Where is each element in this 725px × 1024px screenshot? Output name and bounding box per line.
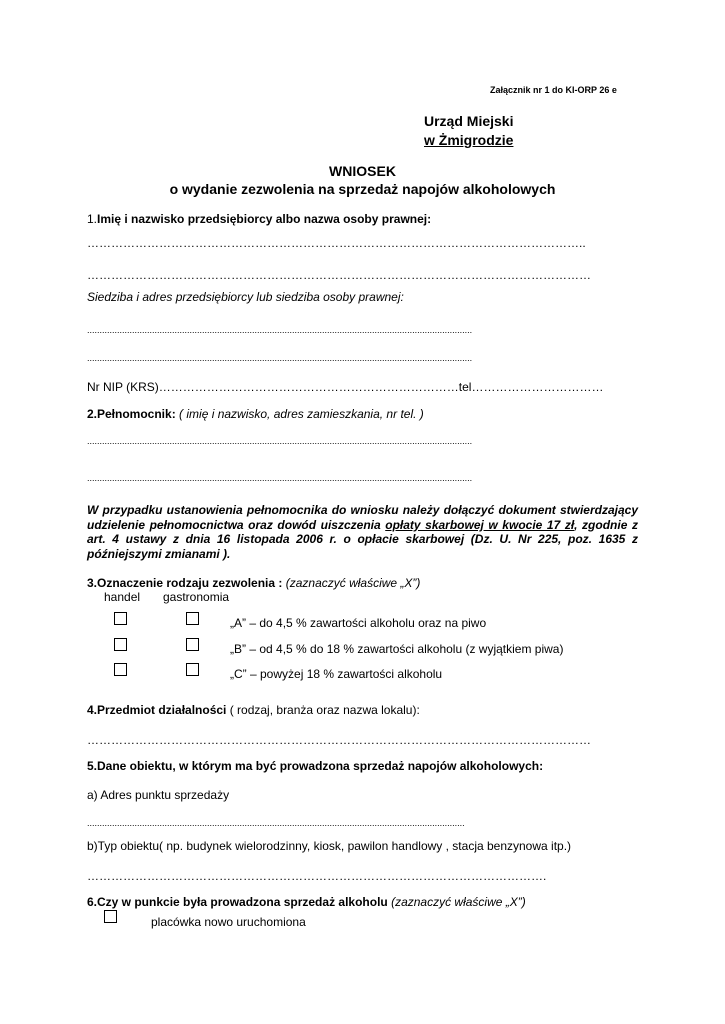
section3-heading	[87, 576, 420, 590]
checkbox-new-outlet[interactable]	[104, 910, 117, 923]
tel-label: tel	[458, 380, 472, 394]
proxy-note-part1: W przypadku ustanowienia pełnomocnika do wniosku należy dołączyć dokument stwierdzający udzielenie pełnomocnictwa oraz dowód uiszczenia	[87, 503, 638, 532]
activity-line[interactable]: ………………………………………………………………………………………………………………	[87, 733, 591, 747]
section3-label: 3.Oznaczenie rodzaju zezwolenia :	[87, 576, 283, 590]
option-c-label: „C” – powyżej 18 % zawartości alkoholu	[230, 667, 443, 681]
option-b-label: „B” – od 4,5 % do 18 % zawartości alkoholu (z wyjątkiem piwa)	[230, 642, 564, 656]
tel-field[interactable]: ……………………………	[471, 380, 604, 394]
address-label: a) Adres punktu sprzedaży	[87, 788, 230, 802]
new-outlet-label: placówka nowo uruchomiona	[151, 915, 306, 929]
nip-row	[87, 380, 603, 394]
section4-hint: ( rodzaj, branża oraz nazwa lokalu):	[226, 703, 420, 717]
section5-heading: 5.Dane obiektu, w którym ma być prowadzona sprzedaż napojów alkoholowych:	[87, 759, 544, 773]
section2-hint: ( imię i nazwisko, adres zamieszkania, nr tel. )	[179, 407, 424, 421]
option-a-label: „A” – do 4,5 % zawartości alkoholu oraz na piwo	[230, 616, 487, 630]
attachment-reference: Załącznik nr 1 do KI-ORP 26 e	[490, 85, 617, 95]
section1-number: 1.	[87, 212, 98, 226]
proxy-note-fee: opłaty skarbowej w kwocie 17 zł	[385, 517, 575, 532]
seat-line-2[interactable]: ..........................................................................................................................................................	[87, 353, 473, 363]
section3-hint: (zaznaczyć właściwe „X”)	[285, 576, 421, 590]
section1-heading	[87, 212, 431, 226]
document-title: WNIOSEK	[329, 163, 396, 179]
object-type-line[interactable]: …………………………………………………………………………………………………….	[87, 869, 547, 883]
nip-label: Nr NIP (KRS)	[87, 380, 159, 394]
seat-line-1[interactable]: ..........................................................................................................................................................	[87, 325, 473, 335]
office-name: Urząd Miejski	[424, 113, 514, 129]
section2-heading	[87, 407, 424, 421]
proxy-line-1[interactable]: ..........................................................................................................................................................	[87, 436, 473, 446]
section4-label: 4.Przedmiot działalności	[87, 703, 227, 717]
section6-hint: (zaznaczyć właściwe „X”)	[387, 895, 526, 909]
document-subtitle: o wydanie zezwolenia na sprzedaż napojów alkoholowych	[169, 181, 556, 197]
proxy-note-part2: , zgodnie z art. 4 ustawy z dnia 16 listopada 2006 r. o opłacie skarbowej (Dz. U. Nr 225, poz. 1635 z późniejszymi zmianami ).	[87, 517, 638, 561]
checkbox-trade-a[interactable]	[114, 612, 127, 625]
checkbox-gastro-b[interactable]	[186, 638, 199, 651]
checkbox-gastro-c[interactable]	[186, 663, 199, 676]
section2-label: 2.Pełnomocnik:	[87, 407, 176, 421]
section4-heading	[87, 703, 420, 717]
section1-label: Imię i nazwisko przedsiębiorcy albo nazwa osoby prawnej:	[97, 212, 432, 226]
column-gastronomy: gastronomia	[163, 590, 230, 604]
checkbox-gastro-a[interactable]	[186, 612, 199, 625]
column-trade: handel	[104, 590, 141, 604]
proxy-line-2[interactable]: ..........................................................................................................................................................	[87, 473, 473, 483]
checkbox-trade-b[interactable]	[114, 638, 127, 651]
section6-label: 6.Czy w punkcie była prowadzona sprzedaż alkoholu	[87, 895, 388, 909]
section6-heading	[87, 895, 526, 909]
applicant-name-line-1[interactable]: ……………………………………………………………………………………………………………..	[87, 236, 586, 250]
seat-label: Siedziba i adres przedsiębiorcy lub siedziba osoby prawnej:	[87, 290, 404, 304]
office-location: w Żmigrodzie	[424, 132, 514, 148]
applicant-name-line-2[interactable]: ………………………………………………………………………………………………………………	[87, 268, 591, 282]
address-line[interactable]: .......................................................................................................................................................	[87, 818, 465, 828]
proxy-note	[87, 503, 638, 561]
nip-field[interactable]: …………………………………………………………………	[158, 380, 459, 394]
object-type-label: b)Typ obiektu( np. budynek wielorodzinny, kiosk, pawilon handlowy , stacja benzynowa itp.)	[87, 839, 572, 853]
checkbox-trade-c[interactable]	[114, 663, 127, 676]
